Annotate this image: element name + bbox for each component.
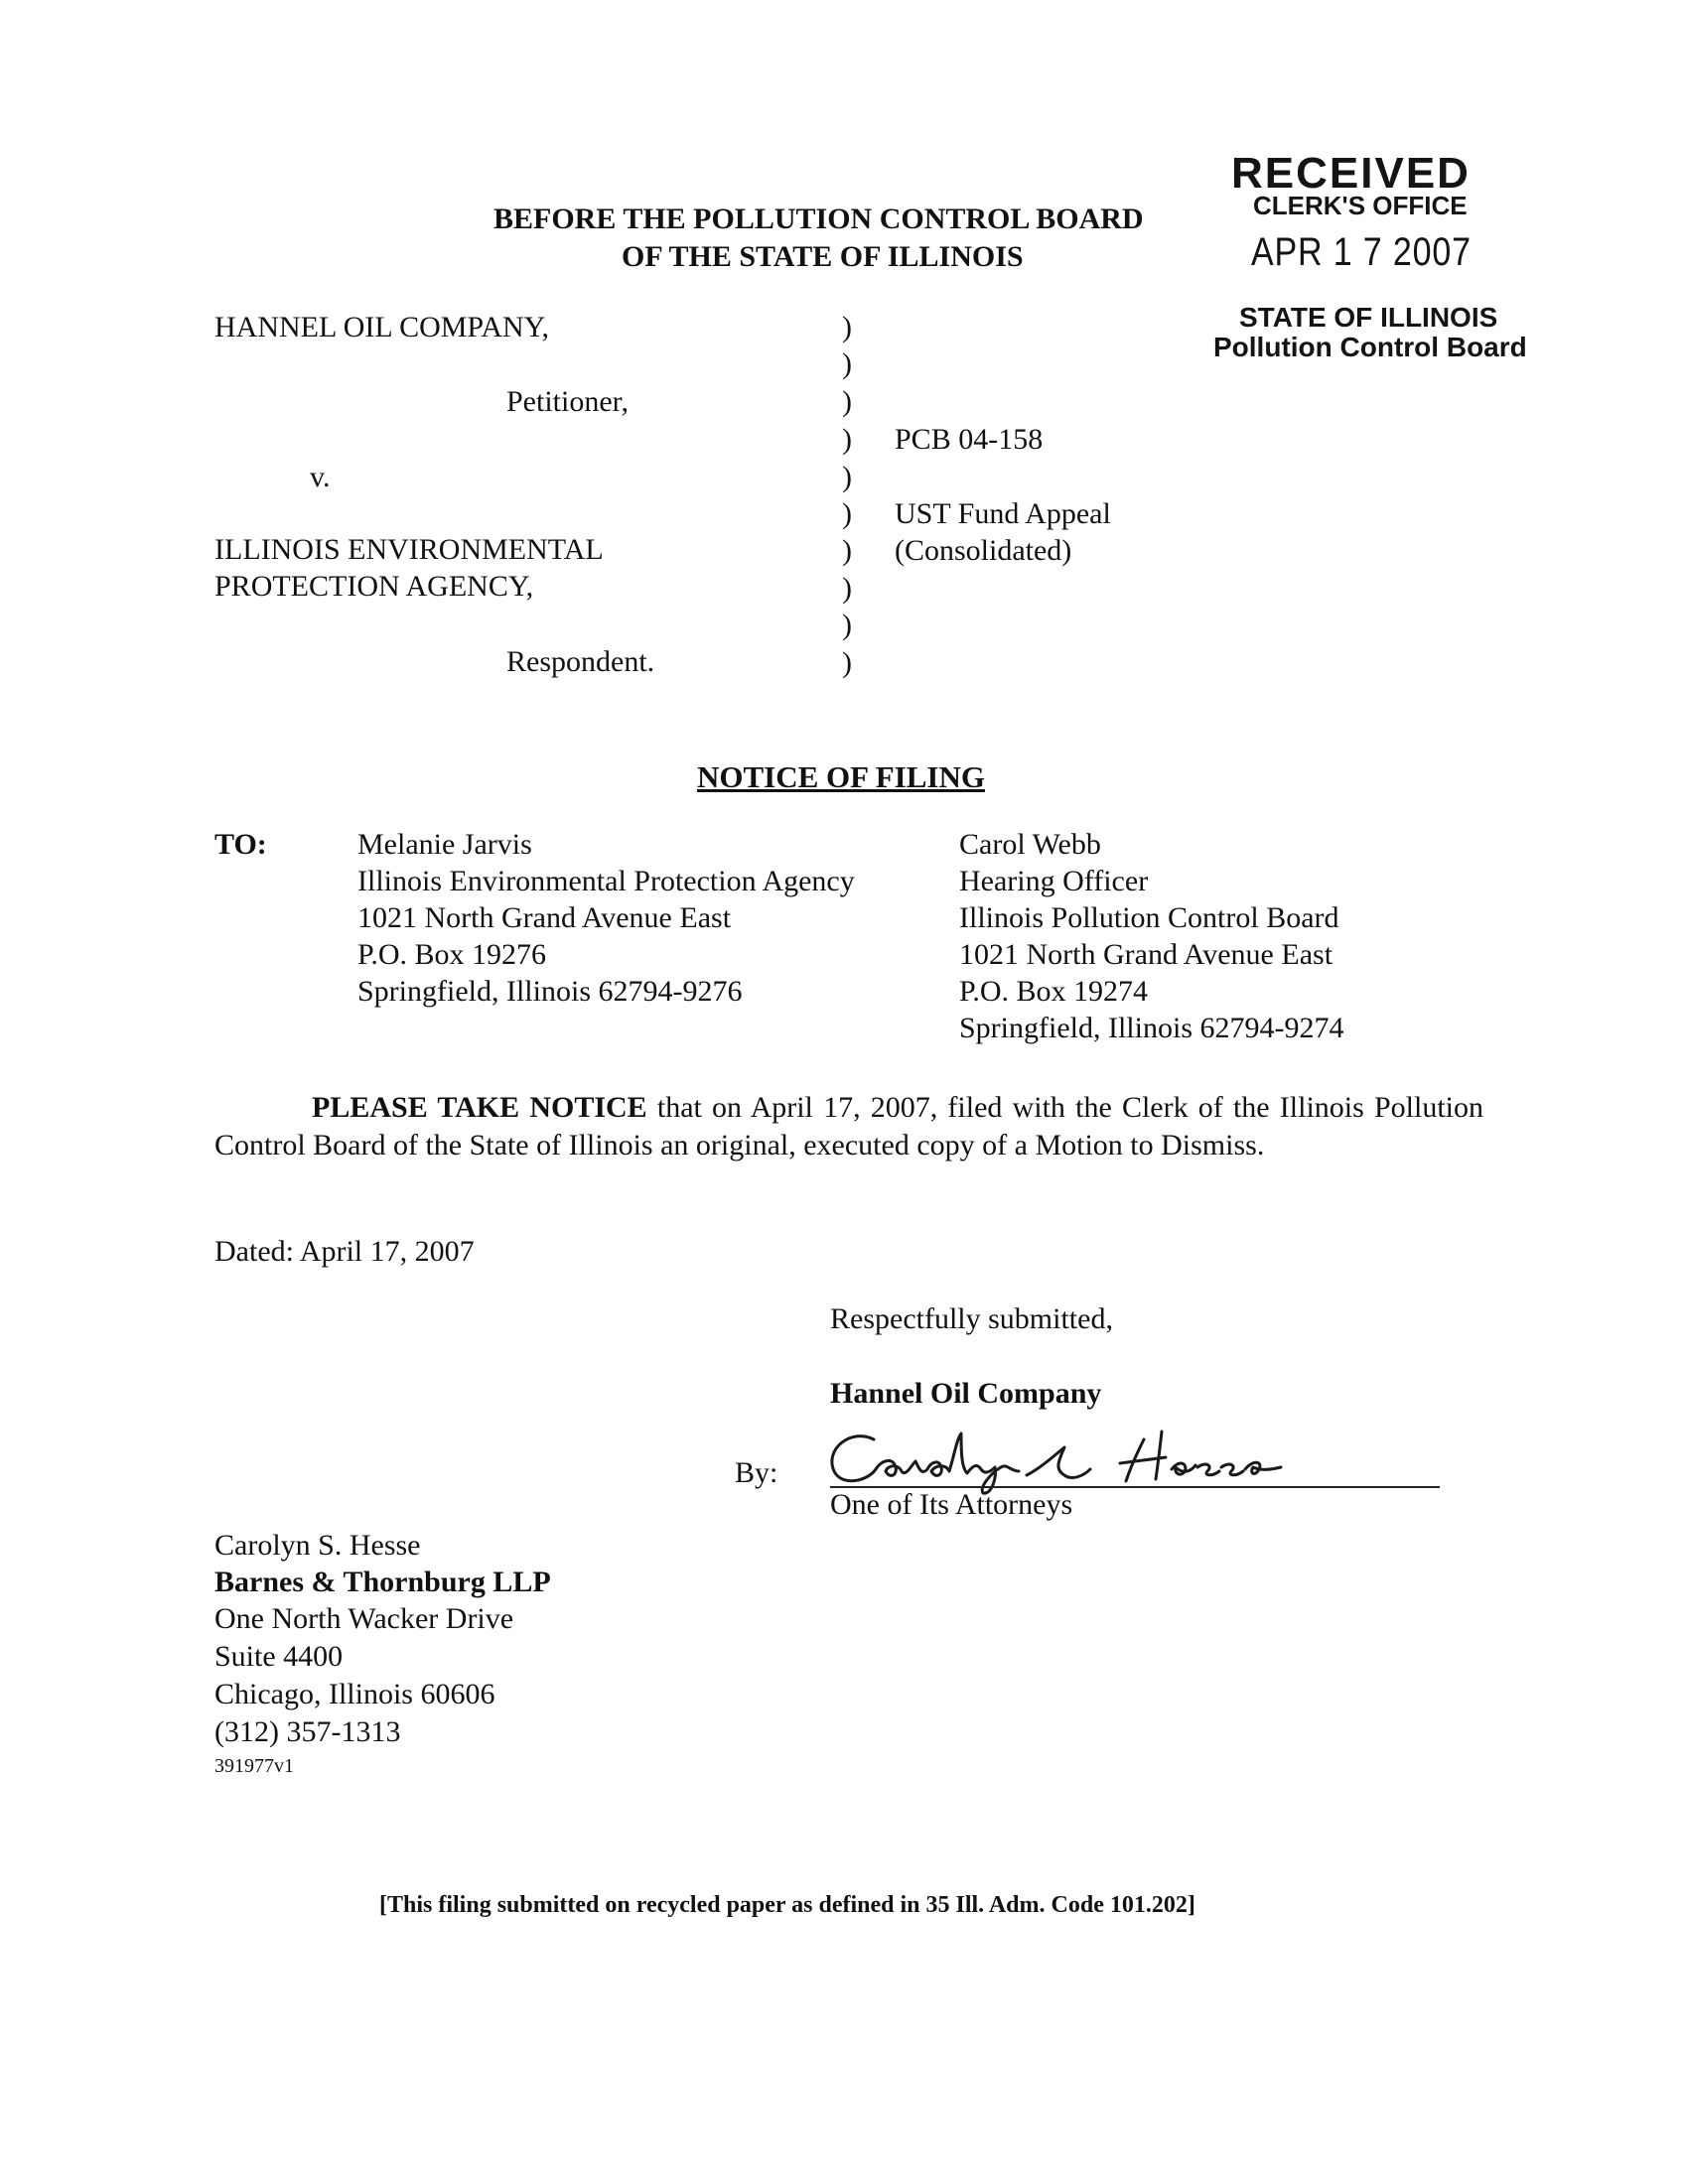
caption-paren: ): [842, 347, 852, 380]
attorney-city: Chicago, Illinois 60606: [214, 1678, 495, 1710]
respondent-role: Respondent.: [506, 645, 655, 678]
attorney-address2: Suite 4400: [214, 1640, 344, 1673]
notice-paragraph: [214, 1089, 1483, 1164]
caption-paren: ): [842, 385, 852, 418]
stamp-received: RECEIVED: [1231, 149, 1471, 198]
respondent-line2: PROTECTION AGENCY,: [214, 570, 534, 603]
dated-line: Dated: April 17, 2007: [214, 1235, 475, 1268]
recycled-paper-note: [This filing submitted on recycled paper as defined in 35 Ill. Adm. Code 101.202]: [379, 1892, 1195, 1918]
recipient1-line: Springfield, Illinois 62794-9276: [357, 975, 743, 1008]
case-type: UST Fund Appeal: [895, 497, 1111, 530]
recipient1-line: Melanie Jarvis: [357, 828, 532, 861]
notice-lead: PLEASE TAKE NOTICE: [312, 1091, 647, 1124]
header-line2: OF THE STATE OF ILLINOIS: [622, 240, 1024, 273]
attorney-address1: One North Wacker Drive: [214, 1602, 514, 1635]
recipient1-line: 1021 North Grand Avenue East: [357, 901, 732, 934]
caption-paren: ): [842, 646, 852, 679]
party-name: Hannel Oil Company: [830, 1377, 1102, 1410]
header-line1: BEFORE THE POLLUTION CONTROL BOARD: [493, 203, 1144, 235]
by-label: By:: [735, 1456, 778, 1489]
caption-paren: ): [842, 497, 852, 530]
caption-paren: ): [842, 423, 852, 456]
petitioner-name: HANNEL OIL COMPANY,: [214, 311, 549, 343]
caption-paren: ): [842, 609, 852, 641]
versus: v.: [310, 461, 331, 493]
recipient2-line: Springfield, Illinois 62794-9274: [959, 1012, 1344, 1044]
attorney-firm: Barnes & Thornburg LLP: [214, 1566, 551, 1598]
case-number: PCB 04-158: [895, 423, 1044, 456]
caption-paren: ): [842, 461, 852, 493]
caption-paren: ): [842, 311, 852, 343]
petitioner-role: Petitioner,: [506, 385, 629, 418]
one-of-its-attorneys: One of Its Attorneys: [830, 1488, 1073, 1521]
recipient2-line: P.O. Box 19274: [959, 975, 1149, 1008]
recipient2-line: Illinois Pollution Control Board: [959, 901, 1339, 934]
respondent-line1: ILLINOIS ENVIRONMENTAL: [214, 533, 604, 566]
document-id: 391977v1: [214, 1755, 294, 1777]
stamp-clerks-office: CLERK'S OFFICE: [1253, 191, 1468, 220]
attorney-phone: (312) 357-1313: [214, 1715, 401, 1748]
stamp-board: Pollution Control Board: [1213, 332, 1527, 362]
recipient1-line: Illinois Environmental Protection Agency: [357, 865, 855, 897]
recipient2-line: Hearing Officer: [959, 865, 1149, 897]
respectfully-submitted: Respectfully submitted,: [830, 1302, 1113, 1335]
case-note: (Consolidated): [895, 534, 1072, 567]
stamp-state: STATE OF ILLINOIS: [1239, 302, 1498, 333]
notice-text: that on April 17, 2007, filed with the Clerk of the Illinois Pollution Control Board of the State of Illinois an original, executed copy of a Motion to Dismiss.: [214, 1091, 1483, 1161]
attorney-name: Carolyn S. Hesse: [214, 1529, 421, 1562]
recipient1-line: P.O. Box 19276: [357, 938, 547, 971]
recipient2-line: Carol Webb: [959, 828, 1101, 861]
stamp-date: APR 1 7 2007: [1251, 230, 1472, 274]
recipient2-line: 1021 North Grand Avenue East: [959, 938, 1333, 971]
document-title: NOTICE OF FILING: [697, 759, 985, 794]
caption-paren: ): [842, 572, 852, 605]
to-label: TO:: [214, 828, 267, 861]
caption-paren: ): [842, 534, 852, 567]
